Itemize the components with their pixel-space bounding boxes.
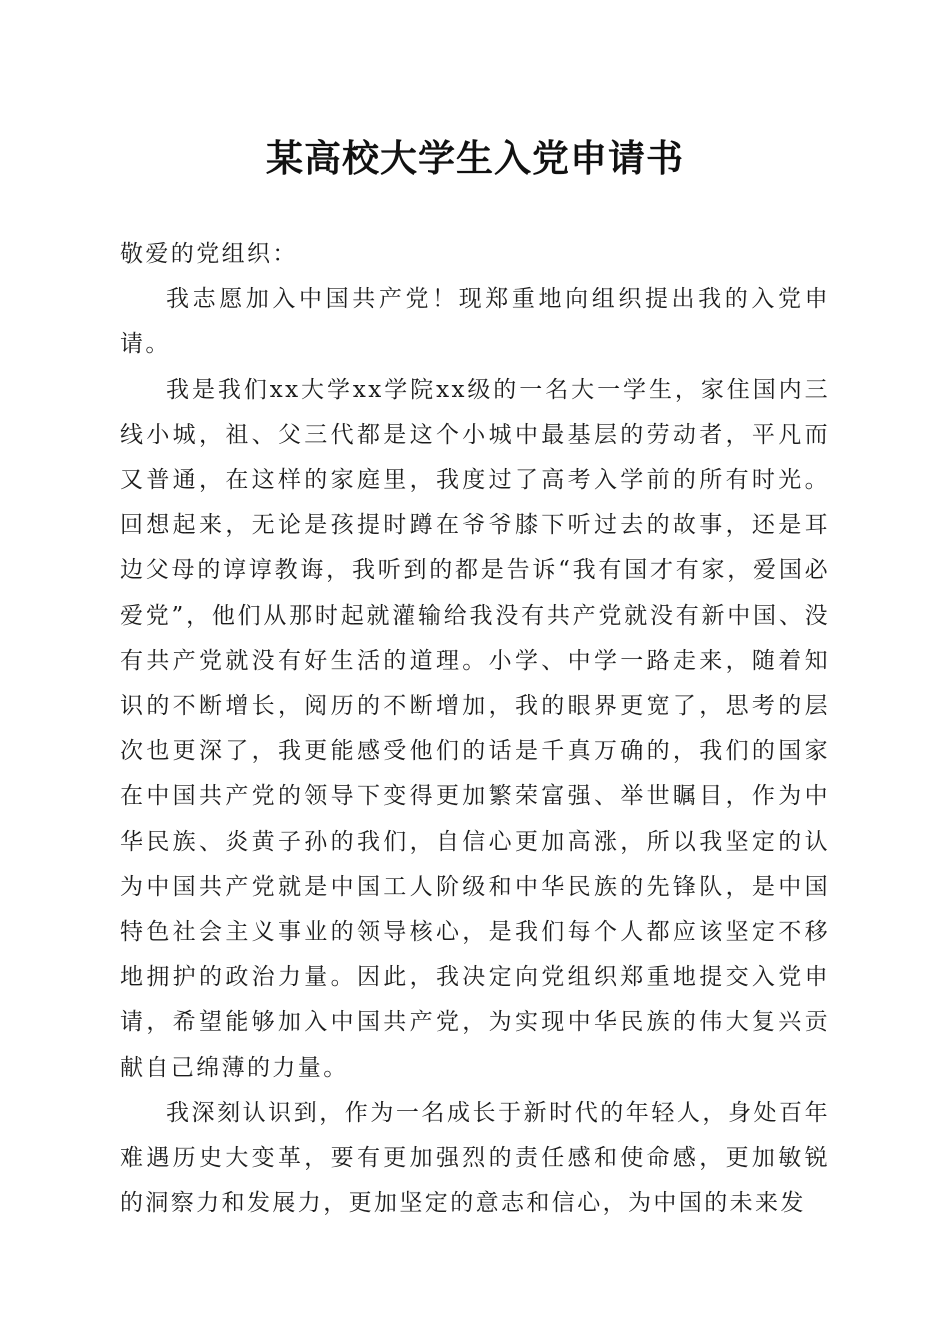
- salutation: 敬爱的党组织：: [120, 241, 298, 267]
- paragraph-background: 我是我们xx大学xx学院xx级的一名大一学生，家住国内三线小城，祖、父三代都是这个小城中最基层的劳动者，平凡而又普通，在这样的家庭里，我度过了高考入学前的所有时光。回想起来，无论是孩提时蹲在爷爷膝下听过去的故事，还是耳边父母的谆谆教诲，我听到的都是告诉“我有国才有家，爱国必爱党”，他们从那时起就灌输给我没有共产党就没有新中国、没有共产党就没有好生活的道理。小学、中学一路走来，随着知识的不断增长，阅历的不断增加，我的眼界更宽了，思考的层次也更深了，我更能感受他们的话是千真万确的，我们的国家在中国共产党的领导下变得更加繁荣富强、举世瞩目，作为中华民族、炎黄子孙的我们，自信心更加高涨，所以我坚定的认为中国共产党就是中国工人阶级和中华民族的先锋队，是中国特色社会主义事业的领导核心，是我们每个人都应该坚定不移地拥护的政治力量。因此，我决定向党组织郑重地提交入党申请，希望能够加入中国共产党，为实现中华民族的伟大复兴贡献自己绵薄的力量。: [120, 376, 830, 1081]
- paragraph-application-statement: 我志愿加入中国共产党！现郑重地向组织提出我的入党申请。: [120, 286, 830, 358]
- document-body: [120, 232, 830, 1226]
- paragraph-understanding: 我深刻认识到，作为一名成长于新时代的年轻人，身处百年难遇历史大变革，要有更加强烈的责任感和使命感，更加敏锐的洞察力和发展力，更加坚定的意志和信心，为中国的未来发: [120, 1099, 830, 1217]
- document-title: 某高校大学生入党申请书: [266, 136, 684, 180]
